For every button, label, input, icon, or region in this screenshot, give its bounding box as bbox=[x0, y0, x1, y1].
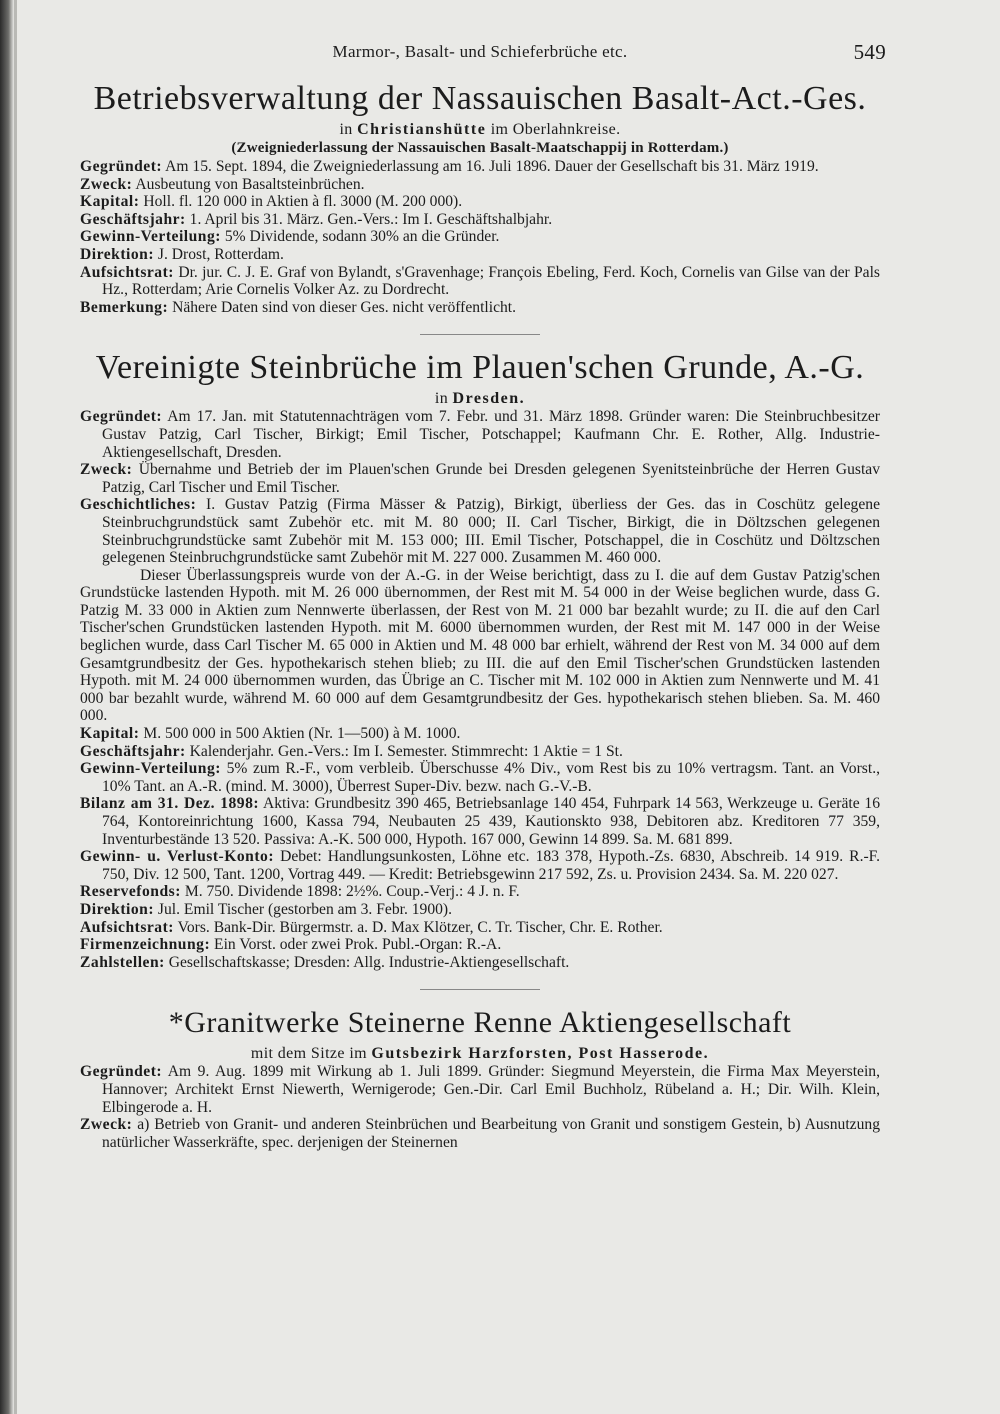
page-number: 549 bbox=[853, 40, 886, 64]
entry-gewinn-verlust-konto: Gewinn- u. Verlust-Konto: Debet: Handlungsunkosten, Löhne etc. 183 378, Hypoth.-Zs. 6830, Abschreib. 14 919. R.-F. 750, Div. 12 500, Tant. 1200, Vortrag 449. — Kredit: Betriebsgewinn 217 592, Zs. u. Provision 2434. Sa. M. 220 027. bbox=[80, 848, 880, 883]
entry-gewinn-verteilung: Gewinn-Verteilung: 5% Dividende, sodann 30% an die Gründer. bbox=[80, 228, 500, 246]
company-entry-nassauische-basalt bbox=[80, 78, 880, 316]
entry-geschaeftsjahr: Geschäftsjahr: 1. April bis 31. März. Gen.-Vers.: Im I. Geschäftshalbjahr. bbox=[80, 210, 553, 228]
entry-zweck: Zweck: a) Betrieb von Granit- und anderen Steinbrüchen und Bearbeitung von Granit und sonstigem Gestein, b) Ausnutzung natürlicher Wasserkräfte, spec. derjenigen der Steinernen bbox=[80, 1116, 880, 1151]
company-entry-granitwerke-steinerne-renne bbox=[80, 1002, 880, 1151]
entry-gegruendet: Gegründet: Am 15. Sept. 1894, die Zweigniederlassung am 16. Juli 1896. Dauer der Gesellschaft bis 31. März 1919. bbox=[80, 158, 819, 175]
entry-direktion: Direktion: J. Drost, Rotterdam. bbox=[80, 245, 284, 263]
entry-list bbox=[80, 408, 880, 971]
location-name: Gutsbezirk Harzforsten, Post Hasserode. bbox=[371, 1045, 710, 1063]
entry-gewinn-verteilung: Gewinn-Verteilung: 5% zum R.-F., vom verbleib. Überschusse 4% Div., vom Rest bis zu 10% vertragsm. Tant. an Vorst., 10% Tant. an A.-R. (mind. M. 3000), Überrest Super-Div. bezw. nach G.-V.-B. bbox=[80, 760, 880, 795]
running-head bbox=[80, 30, 886, 70]
company-title: Betriebsverwaltung der Nassauischen Basalt-Act.-Ges. bbox=[93, 80, 867, 117]
entry-zweck: Zweck: Übernahme und Betrieb der im Plauen'schen Grunde bei Dresden gelegenen Syenitsteinbrüche der Herren Gustav Patzig, Carl Tischer und Emil Tischer. bbox=[80, 461, 880, 496]
section-divider bbox=[420, 334, 540, 335]
running-head-title: Marmor-, Basalt- und Schieferbrüche etc. bbox=[332, 42, 628, 61]
entry-bilanz: Bilanz am 31. Dez. 1898: Aktiva: Grundbesitz 390 465, Betriebsanlage 140 454, Fuhrpark 14 563, Werkzeuge u. Geräte 16 764, Kontoreinrichtung 1600, Kassa 794, Neubauten 25 439, Kautionskto 938, Debitoren abz. Kreditoren 77 359, Inventurbestände 13 520. Passiva: A.-K. 500 000, Hypoth. 167 000, Gewinn 14 899. Sa. M. 681 899. bbox=[80, 795, 880, 848]
entry-direktion: Direktion: Jul. Emil Tischer (gestorben am 3. Febr. 1900). bbox=[80, 900, 453, 918]
entry-bemerkung: Bemerkung: Nähere Daten sind von dieser Ges. nicht veröffentlicht. bbox=[80, 298, 517, 316]
entry-list bbox=[80, 158, 880, 316]
entry-reservefonds: Reservefonds: M. 750. Dividende 1898: 2½%. Coup.-Verj.: 4 J. n. F. bbox=[80, 883, 520, 901]
document-page bbox=[80, 30, 886, 1151]
company-entry-plauenscher-grund bbox=[80, 347, 880, 971]
entry-gegruendet: Gegründet: Am 17. Jan. mit Statutennachträgen vom 7. Febr. und 31. März 1898. Gründer waren: Die Steinbruchbesitzer Gustav Patzig, Carl Tischer, Birkigt; Emil Tischer, Potschappel; Kaufmann Chr. E. Rother, Allg. Industrie-Aktiengesellschaft, Dresden. bbox=[80, 408, 881, 461]
history-paragraph: Dieser Überlassungspreis wurde von der A.-G. in der Weise berichtigt, dass zu I. die auf dem Gustav Patzig'schen Grundstücke lastenden Hypoth. mit M. 26 000 übernommen, der Rest mit M. 54 000 in der Weise beglichen wurde, dass G. Patzig M. 33 000 in Aktien zum Nennwerte überlassen, der Rest von M. 21 000 bar bezahlt wurde; zu II. die auf den Carl Tischer'schen Grundstücken lastenden Hypoth. mit M. 6000 übernommen wurden, der Rest mit M. 147 000 in der Weise beglichen wurde, dass Carl Tischer M. 65 000 in Aktien und M. 48 000 bar erhielt, während der Rest von M. 34 000 auf dem Gesamtgrundbesitz der Ges. hypothekarisch stehen blieb; zu III. die auf den Emil Tischer'schen Grundstücken lastenden Hypoth. mit M. 24 000 übernommen wurden, das Übrige an C. Tischer mit M. 102 000 in Aktien zum Nennwerte und M. 41 000 bar bezahlt wurde, während M. 60 000 auf dem Gesamtgrundbesitz der Ges. hypothekarisch stehen blieben. Sa. M. 460 000. bbox=[80, 566, 880, 725]
entry-list bbox=[80, 1063, 880, 1151]
page-binding-shadow bbox=[0, 0, 14, 1414]
section-divider bbox=[420, 989, 540, 990]
entry-aufsichtsrat: Aufsichtsrat: Vors. Bank-Dir. Bürgermstr. a. D. Max Klötzer, C. Tr. Tischer, Chr. E. Rother. bbox=[80, 918, 663, 936]
entry-geschaeftsjahr: Geschäftsjahr: Kalenderjahr. Gen.-Vers.: Im I. Semester. Stimmrecht: 1 Aktie = 1 St. bbox=[80, 742, 623, 760]
company-location: in Dresden. bbox=[434, 390, 526, 408]
entry-firmenzeichnung: Firmenzeichnung: Ein Vorst. oder zwei Prok. Publ.-Organ: R.-A. bbox=[80, 936, 502, 954]
entry-zahlstellen: Zahlstellen: Gesellschaftskasse; Dresden: Allg. Industrie-Aktiengesellschaft. bbox=[80, 953, 570, 971]
entry-gegruendet: Gegründet: Am 9. Aug. 1899 mit Wirkung ab 1. Juli 1899. Gründer: Siegmund Meyerstein, die Firma Max Meyerstein, Hannover; Architekt Ernst Niewerth, Wernigerode; Gen.-Dir. Carl Emil Buchholz, Rübeland a. H.; Dir. Wilh. Klein, Elbingerode a. H. bbox=[80, 1063, 880, 1116]
company-note: (Zweigniederlassung der Nassauischen Basalt-Maatschappij in Rotterdam.) bbox=[231, 140, 729, 156]
company-location: mit dem Sitze im Gutsbezirk Harzforsten, Post Hasserode. bbox=[250, 1045, 710, 1063]
entry-zweck: Zweck: Ausbeutung von Basaltsteinbrüchen. bbox=[80, 175, 365, 193]
company-location: in Christianshütte im Oberlahnkreise. bbox=[339, 121, 621, 138]
entry-kapital: Kapital: Holl. fl. 120 000 in Aktien à fl. 3000 (M. 200 000). bbox=[80, 193, 463, 211]
entry-kapital: Kapital: M. 500 000 in 500 Aktien (Nr. 1—500) à M. 1000. bbox=[80, 725, 461, 743]
page-edge-line bbox=[14, 0, 17, 1414]
location-name: Dresden. bbox=[452, 390, 526, 408]
company-title: *Granitwerke Steinerne Renne Aktiengesellschaft bbox=[168, 1006, 792, 1040]
entry-aufsichtsrat: Aufsichtsrat: Dr. jur. C. J. E. Graf von Bylandt, s'Gravenhage; François Ebeling, Ferd. Koch, Cornelis van Gilse van der Pals Hz., Rotterdam; Arie Cornelis Volker Az. zu Dordrecht. bbox=[80, 263, 880, 299]
location-name: Christianshütte bbox=[357, 121, 487, 138]
company-title: Vereinigte Steinbrüche im Plauen'schen Grunde, A.-G. bbox=[95, 349, 865, 387]
entry-geschichtliches: Geschichtliches: I. Gustav Patzig (Firma Mässer & Patzig), Birkigt, überliess der Ges. das in Coschütz gelegene Steinbruchgrundstück samt Zubehör etc. mit M. 80 000; II. Carl Tischer, Birkigt, die in Döltzschen gelegenen Steinbruchgrundstücke samt Zubehör mit M. 153 000; III. Emil Tischer, Potschappel, die in Coschütz und Döltzschen gelegenen Steinbruchgrundstücke samt Zubehör mit M. 227 000. Zusammen M. 460 000. bbox=[80, 496, 880, 567]
